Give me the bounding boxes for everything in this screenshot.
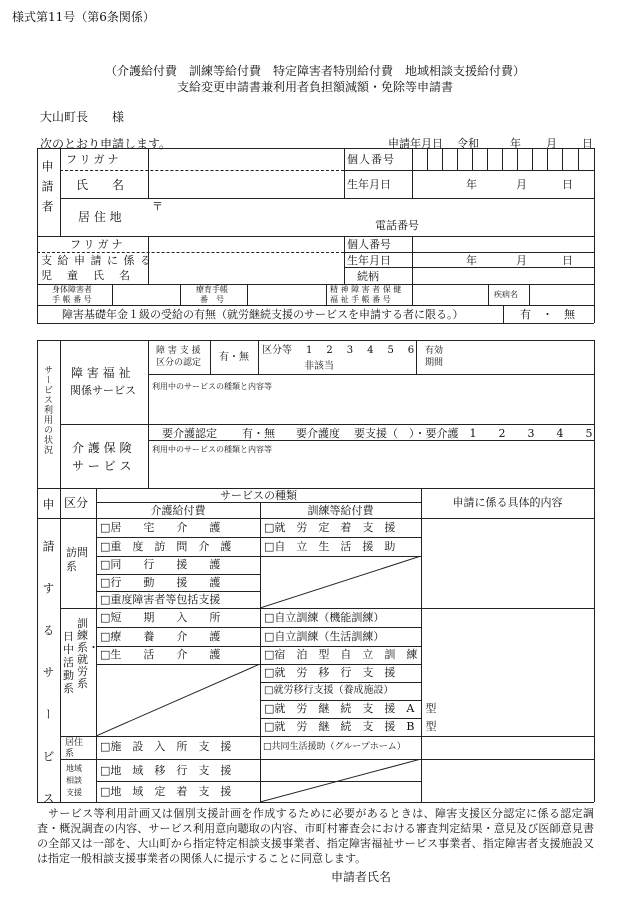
applicant-birth-year: 年 <box>466 178 477 191</box>
welfare-in-use-field[interactable] <box>149 394 593 423</box>
relation-label: 続柄 <box>357 270 379 283</box>
child-mynumber-field[interactable] <box>413 237 593 251</box>
empty-cell-diagonal <box>260 556 421 608</box>
title-line-1: （介護給付費 訓練等給付費 特定障害者特別給付費 地域相談支援給付費） <box>104 64 525 78</box>
title-line-2: 支給変更申請書兼利用者負担額減額・免除等申請書 <box>176 80 453 94</box>
applicant-furigana-field[interactable] <box>149 149 343 169</box>
pension-answer[interactable]: 有 ・ 無 <box>520 308 575 321</box>
care-item-shisetsu-nyusho[interactable]: □施 設 入 所 支 援 <box>100 740 232 753</box>
training-item-keizoku-b[interactable]: □就 労 継 続 支 援 B 型 <box>264 720 437 733</box>
child-birth-year: 年 <box>466 254 477 267</box>
specific-content-houmon[interactable] <box>422 519 593 607</box>
applicant-mynumber-label: 個人番号 <box>347 153 395 166</box>
care-item-tanki-nyusho[interactable]: □短 期 入 所 <box>100 611 221 624</box>
care-item-koudou[interactable]: □行 動 援 護 <box>100 576 221 589</box>
insurance-in-use-field[interactable] <box>149 457 593 487</box>
insurance-in-use-label: 利用中のサービスの種類と内容等 <box>152 445 272 454</box>
signature-label: 申請者氏名 <box>331 870 392 884</box>
welfare-label-1: 障 害 福 祉 <box>71 366 131 380</box>
applicant-name-label: 氏 名 <box>76 178 125 192</box>
service-kind-header: サービスの種類 <box>220 489 297 502</box>
care-pay-header: 介護給付費 <box>150 504 206 517</box>
valid-period-field[interactable] <box>456 341 593 373</box>
specific-content-chiiki[interactable] <box>422 760 593 801</box>
nicchu-category: 日中活動系 <box>63 630 74 695</box>
specific-content-kyoju[interactable] <box>422 737 593 758</box>
addressee: 大山町長 様 <box>40 110 125 124</box>
support-cert-label-1: 障 害 支 援 <box>156 346 201 356</box>
applicant-birth-day: 日 <box>562 178 573 191</box>
not-applicable-option[interactable]: 非該当 <box>304 361 334 372</box>
care-cert-yes-no[interactable]: 有・無 <box>242 427 275 440</box>
care-item-houkatsu[interactable]: □重度障害者等包括支援 <box>100 593 221 606</box>
ryoiku-notebook-field[interactable] <box>248 285 325 304</box>
insurance-label-1: 介 護 保 険 <box>72 441 132 455</box>
month-label: 月 <box>546 137 557 150</box>
applicant-section-label: 申請者 <box>40 160 54 220</box>
child-label-line2: 児 童 氏 名 <box>41 269 132 282</box>
kubun-header: 区分 <box>64 496 89 510</box>
form-number: 様式第11号（第6条関係） <box>12 10 155 24</box>
training-item-keizoku-a[interactable]: □就 労 継 続 支 援 A 型 <box>264 702 437 715</box>
applicant-birth-month: 月 <box>516 178 527 191</box>
child-label-line1: 支 給 申 請 に 係 る <box>41 254 152 267</box>
care-item-seikatsu[interactable]: □生 活 介 護 <box>100 648 221 661</box>
training-item-jiritsu-seikatsu[interactable]: □自 立 生 活 援 助 <box>264 540 396 553</box>
training-item-seikatsu-kunren[interactable]: □自立訓練（生活訓練） <box>264 630 385 643</box>
chiiki-category: 地域相談支援 <box>66 764 82 797</box>
child-furigana-field[interactable] <box>149 237 343 251</box>
care-item-ryoyo[interactable]: □療 養 介 護 <box>100 630 221 643</box>
applicant-address-field[interactable] <box>149 212 593 235</box>
application-date-label: 申請年月日 <box>388 137 443 150</box>
mental-notebook-label-1: 精 神 障 害 者 保 健 <box>330 285 402 294</box>
usage-section-label: サービス利用の状況 <box>42 365 52 455</box>
chiiki-item-teichaku[interactable]: □地 域 定 着 支 援 <box>100 785 232 798</box>
relation-field[interactable] <box>413 268 593 283</box>
child-birth-label: 生年月日 <box>347 254 391 267</box>
disease-field[interactable] <box>530 285 593 304</box>
care-cert-label: 要介護認定 <box>162 427 217 440</box>
physical-notebook-field[interactable] <box>113 285 179 304</box>
ryoiku-notebook-label-1: 療育手帳 <box>196 285 228 294</box>
valid-period-label-1: 有効 <box>425 346 444 356</box>
child-furigana-label: フリガナ <box>70 238 126 251</box>
training-item-shuro-iko-yousei[interactable]: □就労移行支援（養成施設） <box>264 685 394 696</box>
specific-content-header: 申請に係る具体的内容 <box>452 496 563 509</box>
day-label: 日 <box>582 137 593 150</box>
applicant-name-field[interactable] <box>149 171 343 197</box>
training-item-shuro-teichaku[interactable]: □就 労 定 着 支 援 <box>264 521 396 534</box>
training-pay-header: 訓練等給付費 <box>307 504 374 517</box>
physical-notebook-label-2: 手 帳 番 号 <box>52 295 92 304</box>
applicant-mynumber-field[interactable] <box>413 149 593 169</box>
training-item-group-home[interactable]: □共同生活援助（グループホーム） <box>263 742 406 752</box>
support-cert-yes-no[interactable]: 有・無 <box>219 352 249 363</box>
grade-options[interactable]: 1 2 3 4 5 6 <box>306 345 417 356</box>
applicant-furigana-label: フリガナ <box>66 153 122 166</box>
care-item-kyotaku[interactable]: □居 宅 介 護 <box>100 521 221 534</box>
child-name-field[interactable] <box>149 253 343 283</box>
training-item-shukuhaku[interactable]: □宿 泊 型 自 立 訓 練 <box>264 648 418 661</box>
care-item-doukou[interactable]: □同 行 援 護 <box>100 558 221 571</box>
mental-notebook-field[interactable] <box>413 285 487 304</box>
signature-field[interactable] <box>395 866 594 886</box>
child-mynumber-label: 個人番号 <box>347 238 391 251</box>
child-birth-day: 日 <box>562 254 573 267</box>
training-item-shuro-iko[interactable]: □就 労 移 行 支 援 <box>264 666 396 679</box>
care-item-juudo-houmon[interactable]: □重 度 訪 問 介 護 <box>100 540 232 553</box>
care-level-options[interactable]: 要支援（ ）・要介護 1 2 3 4 5 <box>354 427 593 440</box>
empty-cell-diagonal <box>96 664 260 736</box>
intro-text: 次のとおり申請します。 <box>40 137 172 151</box>
applicant-birth-label: 生年月日 <box>347 178 391 191</box>
grade-label: 区分等 <box>262 345 292 356</box>
consent-text: サービス等利用計画又は個別支援計画を作成するために必要があるときは、障害支援区分認定に係る認定調査・概況調査の内容、サービス利用意向聴取の内容、市町村審査会における審査判定結果・意見及び医師意見書の全部又は一部を、大山町から指定特定相談支援事業者、指定障害福祉サービス事業者、指定障害者支援施設又は指定一般相談支援事業者の関係人に提示することに同意します。 <box>37 807 594 865</box>
era-label: 令和 <box>457 137 479 150</box>
pension-question: 障害基礎年金１級の受給の有無（就労継続支援のサービスを申請する者に限る。） <box>62 308 464 321</box>
kyoju-category: 居住系 <box>65 738 84 759</box>
services-section-label: 申請するサービス <box>41 498 55 834</box>
ryoiku-notebook-label-2: 番 号 <box>200 295 224 304</box>
valid-period-label-2: 期間 <box>425 358 444 368</box>
empty-cell-diagonal <box>260 759 421 802</box>
kunren-category: 訓練系・就労系 <box>77 617 99 690</box>
specific-content-nicchu[interactable] <box>422 609 593 735</box>
welfare-in-use-label: 利用中のサービスの種類と内容等 <box>152 382 272 391</box>
postal-mark: 〒 <box>152 200 163 213</box>
insurance-label-2: サ ー ビ ス <box>72 459 132 473</box>
mental-notebook-label-2: 福 祉 手 帳 番 号 <box>330 295 391 304</box>
welfare-label-2: 関係サービス <box>70 384 136 397</box>
physical-notebook-label-1: 身体障害者 <box>52 285 92 294</box>
applicant-address-label: 居 住 地 <box>78 210 122 224</box>
training-item-kino-kunren[interactable]: □自立訓練（機能訓練） <box>264 611 385 624</box>
houmon-category: 訪問系 <box>66 546 88 573</box>
chiiki-item-iko[interactable]: □地 域 移 行 支 援 <box>100 764 232 777</box>
child-birth-month: 月 <box>516 254 527 267</box>
disease-label: 疾病名 <box>494 290 518 299</box>
support-cert-label-2: 区分の認定 <box>156 358 202 368</box>
year-label: 年 <box>510 137 521 150</box>
phone-label: 電話番号 <box>375 219 419 232</box>
care-level-label: 要介護度 <box>296 427 340 440</box>
